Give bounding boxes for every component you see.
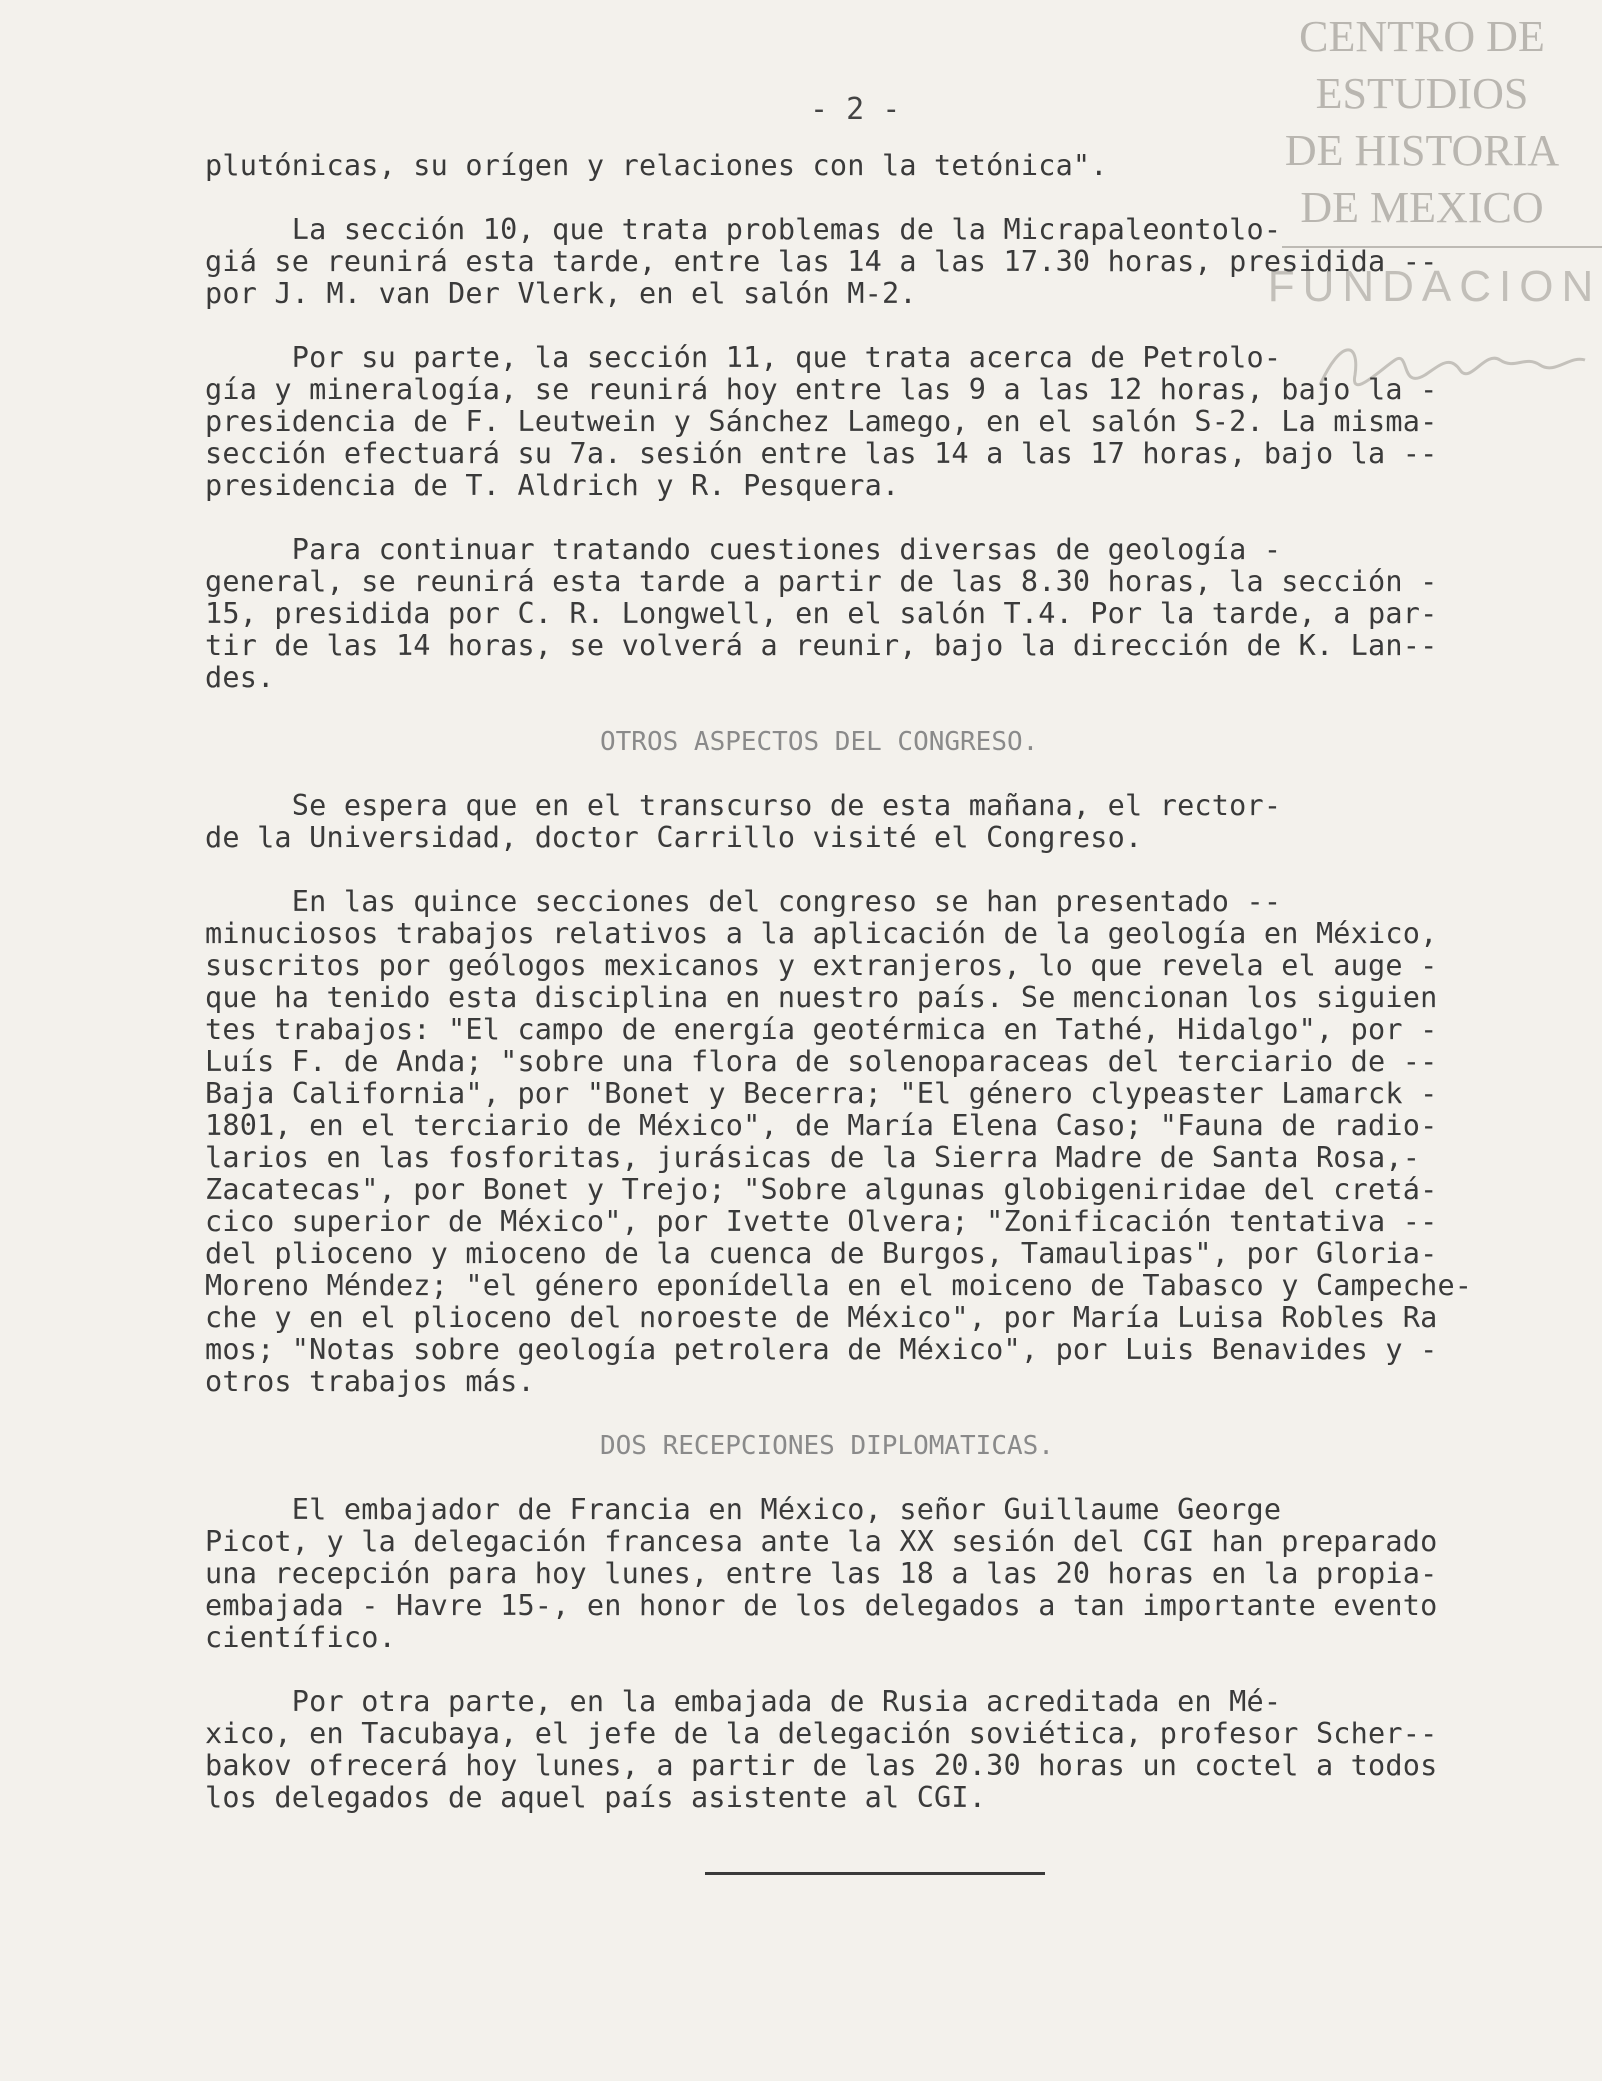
text-line: los delegados de aquel país asistente al CGI. — [205, 1781, 987, 1814]
watermark-line: DE MEXICO — [1300, 183, 1544, 232]
text-line: gía y mineralogía, se reunirá hoy entre las 9 a las 12 horas, bajo la - — [205, 373, 1438, 406]
watermark-subtitle: FUNDACION — [1267, 262, 1602, 311]
text-line: tir de las 14 horas, se volverá a reunir, bajo la dirección de K. Lan-- — [205, 629, 1438, 662]
text-line: por J. M. van Der Vlerk, en el salón M-2. — [205, 277, 917, 310]
paragraph — [205, 214, 1560, 310]
document-body — [205, 150, 1560, 1814]
watermark-line: DE HISTORIA — [1284, 126, 1560, 175]
paragraph — [205, 790, 1560, 854]
text-line: 15, presidida por C. R. Longwell, en el salón T.4. Por la tarde, a par- — [205, 597, 1438, 630]
text-line: Se espera que en el transcurso de esta mañana, el rector- — [205, 789, 1282, 822]
text-line: 1801, en el terciario de México", de María Elena Caso; "Fauna de radio- — [205, 1109, 1438, 1142]
text-line: general, se reunirá esta tarde a partir de las 8.30 horas, la sección - — [205, 565, 1438, 598]
text-line: otros trabajos más. — [205, 1365, 535, 1398]
text-line: presidencia de F. Leutwein y Sánchez Lamego, en el salón S-2. La misma- — [205, 405, 1438, 438]
text-line: El embajador de Francia en México, señor Guillaume George — [205, 1493, 1282, 1526]
page-number: - 2 - — [810, 92, 901, 127]
text-line: larios en las fosforitas, jurásicas de la Sierra Madre de Santa Rosa,- — [205, 1141, 1421, 1174]
text-line: presidencia de T. Aldrich y R. Pesquera. — [205, 469, 900, 502]
text-line: che y en el plioceno del noroeste de México", por María Luisa Robles Ra — [205, 1301, 1438, 1334]
text-line: suscritos por geólogos mexicanos y extranjeros, lo que revela el auge - — [205, 949, 1438, 982]
paragraph — [205, 1686, 1560, 1814]
text-line: xico, en Tacubaya, el jefe de la delegación soviética, profesor Scher-- — [205, 1717, 1438, 1750]
text-line: La sección 10, que trata problemas de la Micrapaleontolo- — [205, 213, 1282, 246]
text-line: de la Universidad, doctor Carrillo visité el Congreso. — [205, 821, 1143, 854]
text-line: una recepción para hoy lunes, entre las 18 a las 20 horas en la propia- — [205, 1557, 1438, 1590]
text-line: embajada - Havre 15-, en honor de los delegados a tan importante evento — [205, 1589, 1438, 1622]
text-line: Baja California", por "Bonet y Becerra; "El género clypeaster Lamarck - — [205, 1077, 1438, 1110]
paragraph — [205, 534, 1560, 694]
text-line: sección efectuará su 7a. sesión entre las 14 a las 17 horas, bajo la -- — [205, 437, 1438, 470]
paragraph — [205, 886, 1560, 1398]
paragraph — [205, 342, 1560, 502]
text-line: tes trabajos: "El campo de energía geotérmica en Tathé, Hidalgo", por - — [205, 1013, 1438, 1046]
text-line: Moreno Méndez; "el género eponídella en el moiceno de Tabasco y Campeche- — [205, 1269, 1473, 1302]
watermark-line: CENTRO DE — [1299, 12, 1545, 61]
text-line: giá se reunirá esta tarde, entre las 14 a las 17.30 horas, presidida -- — [205, 245, 1438, 278]
section-heading: DOS RECEPCIONES DIPLOMATICAS. — [600, 1431, 1054, 1461]
paragraph — [205, 1494, 1560, 1654]
text-line: Por otra parte, en la embajada de Rusia acreditada en Mé- — [205, 1685, 1282, 1718]
text-line: que ha tenido esta disciplina en nuestro país. Se mencionan los siguien — [205, 981, 1438, 1014]
paragraph — [205, 150, 1560, 182]
text-line: des. — [205, 661, 275, 694]
text-line: cico superior de México", por Ivette Olvera; "Zonificación tentativa -- — [205, 1205, 1438, 1238]
watermark-line: ESTUDIOS — [1315, 69, 1529, 118]
section-heading: OTROS ASPECTOS DEL CONGRESO. — [600, 727, 1039, 757]
text-line: Por su parte, la sección 11, que trata acerca de Petrolo- — [205, 341, 1282, 374]
text-line: Para continuar tratando cuestiones diversas de geología - — [205, 533, 1282, 566]
text-line: Zacatecas", por Bonet y Trejo; "Sobre algunas globigeniridae del cretá- — [205, 1173, 1438, 1206]
text-line: minuciosos trabajos relativos a la aplicación de la geología en México, — [205, 917, 1438, 950]
closing-rule — [705, 1872, 1045, 1875]
text-line: Luís F. de Anda; "sobre una flora de solenoparaceas del terciario de -- — [205, 1045, 1438, 1078]
text-line: En las quince secciones del congreso se han presentado -- — [205, 885, 1282, 918]
text-line: mos; "Notas sobre geología petrolera de México", por Luis Benavides y - — [205, 1333, 1438, 1366]
text-line: científico. — [205, 1621, 396, 1654]
text-line: del plioceno y mioceno de la cuenca de Burgos, Tamaulipas", por Gloria- — [205, 1237, 1438, 1270]
text-line: Picot, y la delegación francesa ante la XX sesión del CGI han preparado — [205, 1525, 1438, 1558]
text-line: plutónicas, su orígen y relaciones con la tetónica". — [205, 149, 1108, 182]
text-line: bakov ofrecerá hoy lunes, a partir de las 20.30 horas un coctel a todos — [205, 1749, 1438, 1782]
